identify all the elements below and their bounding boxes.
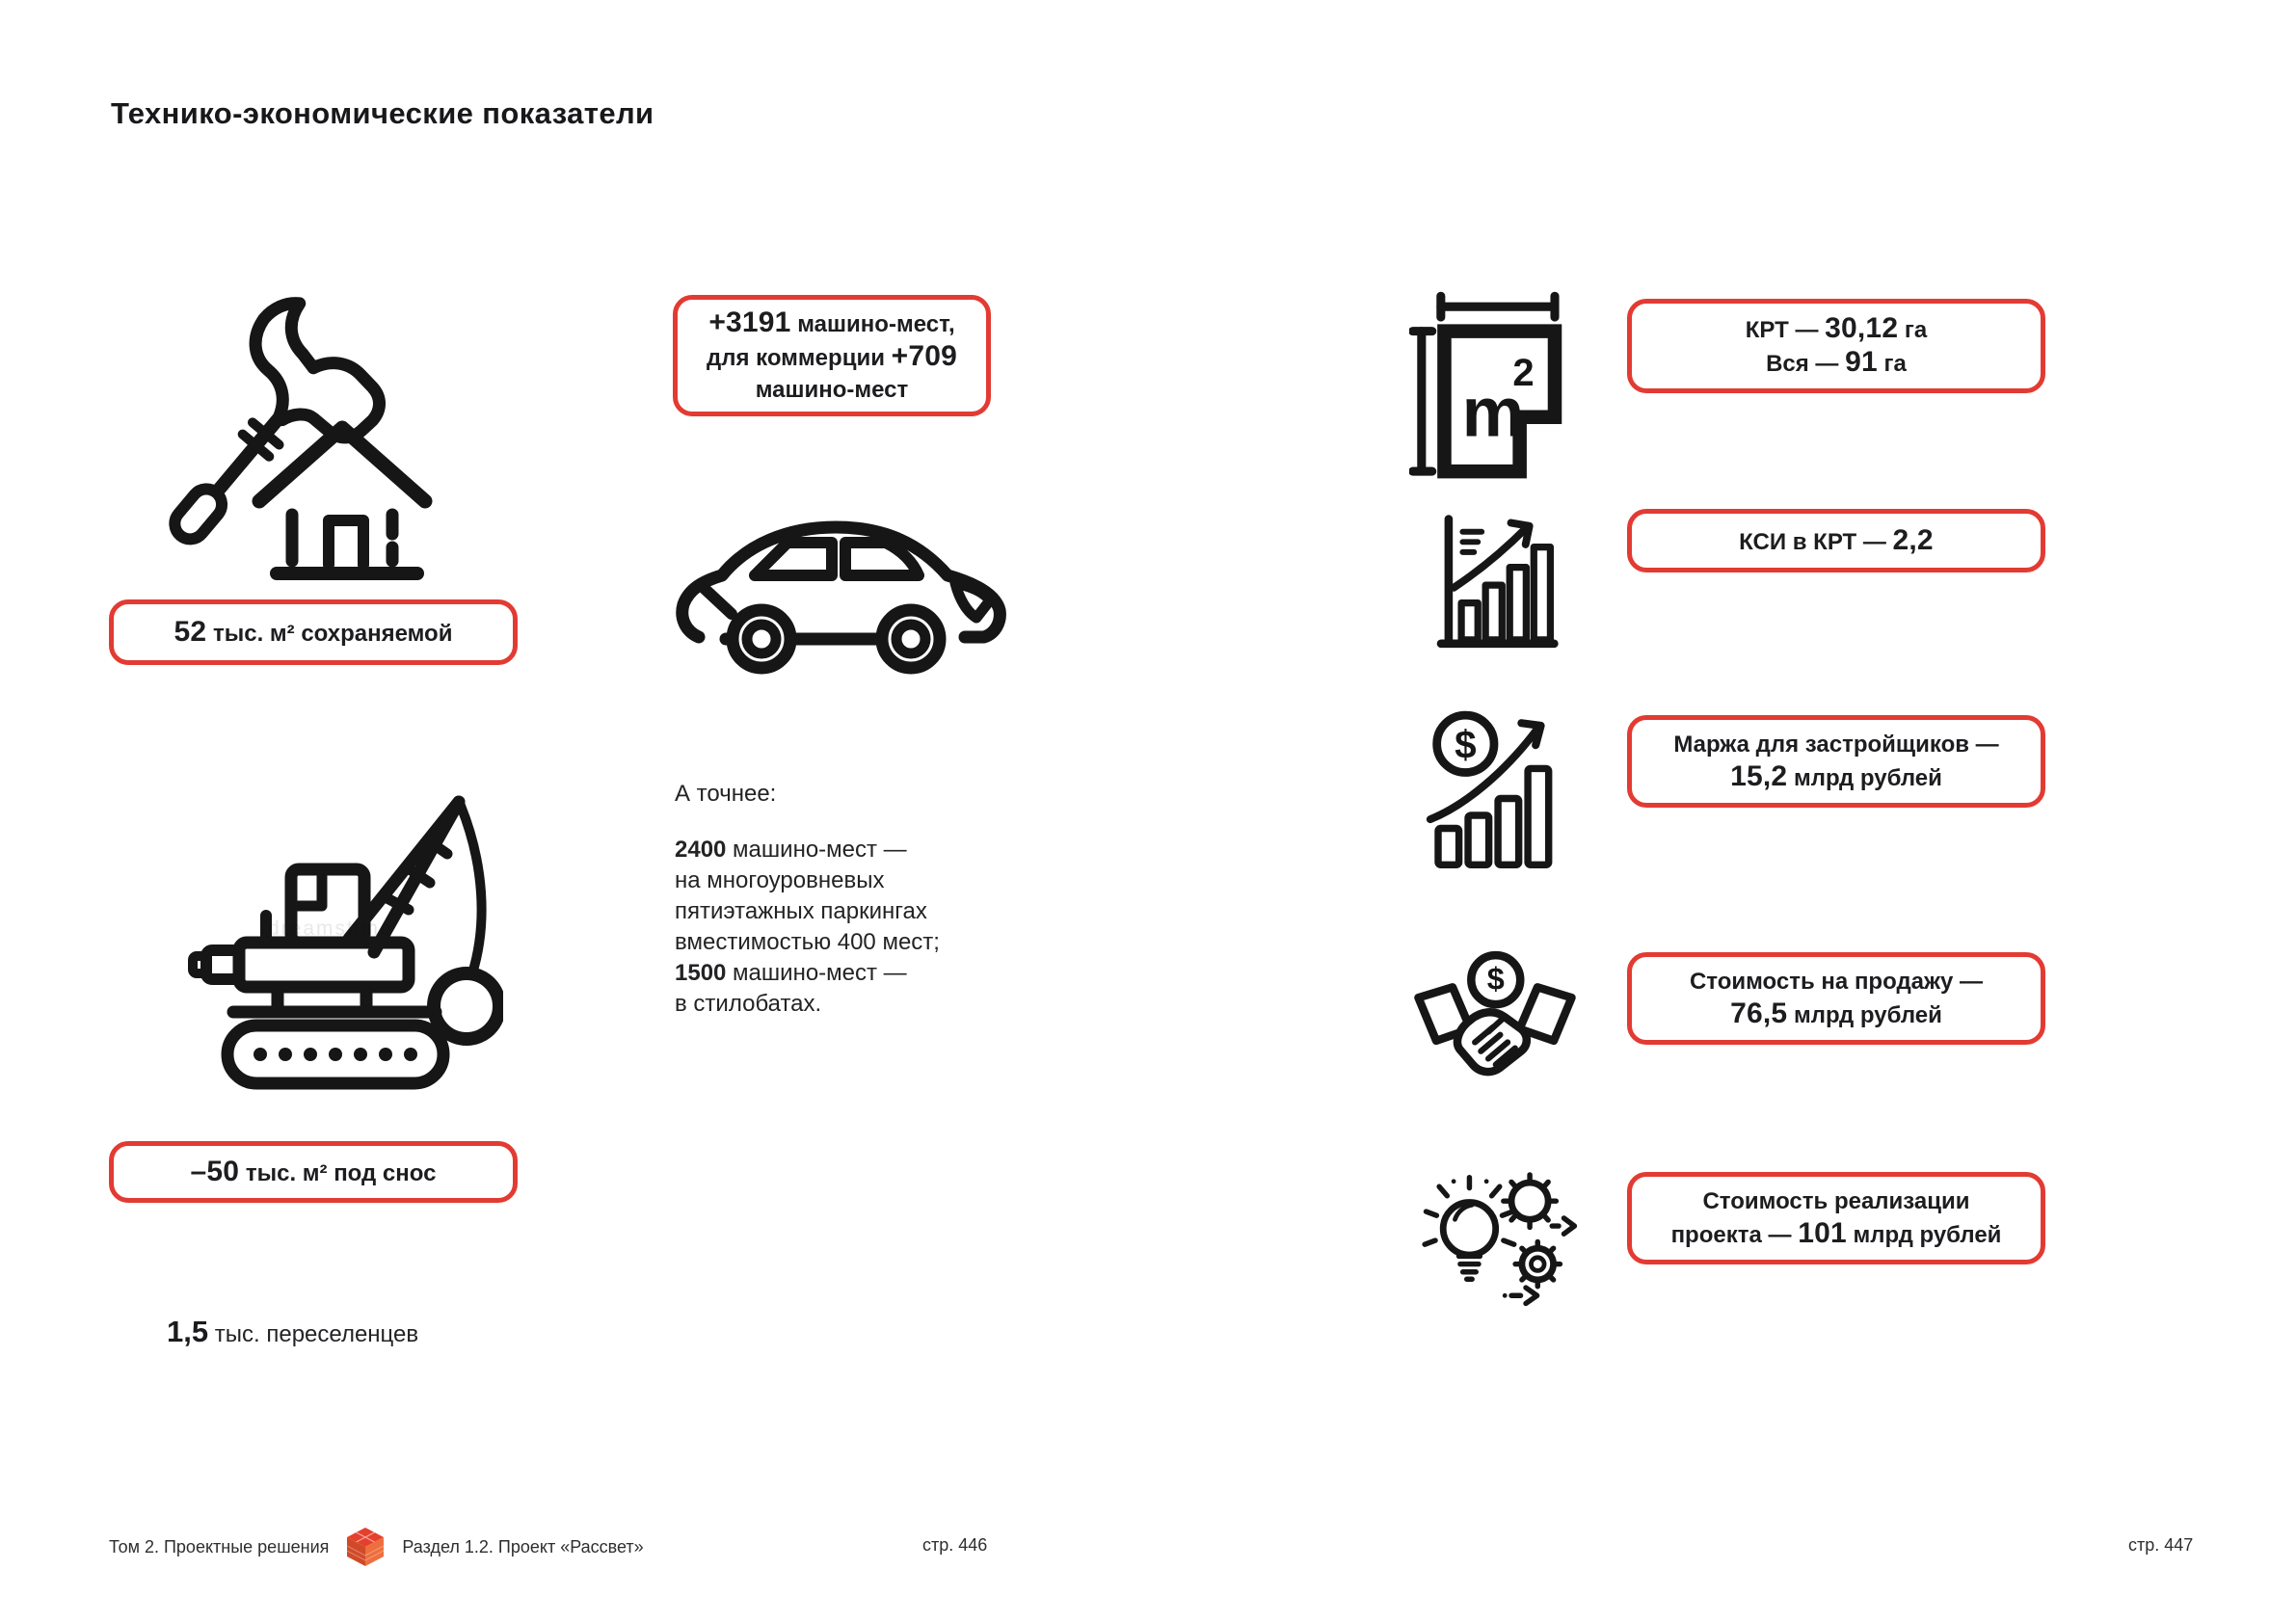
margin-label: Маржа для застройщиков — xyxy=(1673,732,1999,758)
relocated-people-stat xyxy=(167,1315,418,1349)
details-line2: на многоуровневых xyxy=(675,867,885,893)
stock-watermark: dreamstime xyxy=(268,918,393,940)
total-area-unit: га xyxy=(1877,351,1907,377)
details-line6: в стилобатах. xyxy=(675,991,822,1017)
details-value-2400: 2400 xyxy=(675,837,727,863)
kept-area-box xyxy=(109,599,518,665)
handshake-dollar-icon xyxy=(1409,943,1581,1103)
footer xyxy=(109,1525,644,1569)
m2-sup-glyph: 2 xyxy=(1512,352,1535,394)
project-cost-label-1: Стоимость реализации xyxy=(1702,1188,1970,1214)
project-cost-box xyxy=(1627,1172,2045,1264)
footer-section: Раздел 1.2. Проект «Рассвет» xyxy=(402,1536,644,1556)
page-title: Технико-экономические показатели xyxy=(111,96,654,130)
ksi-label: КСИ в КРТ — xyxy=(1739,528,1893,555)
parking-commerce-value: +709 xyxy=(891,339,957,372)
krt-label: КРТ — xyxy=(1745,317,1826,343)
footer-page-left: стр. 446 xyxy=(922,1535,988,1555)
details-line5: машино-мест — xyxy=(726,960,907,986)
parking-units-label: машино-мест xyxy=(755,376,909,403)
krt-unit: га xyxy=(1898,317,1928,343)
footer-volume: Том 2. Проектные решения xyxy=(109,1536,330,1556)
kept-area-label: тыс. м² сохраняемой xyxy=(206,620,453,647)
parking-commerce-label: для коммерции xyxy=(706,344,892,371)
footer-page-right: стр. 447 xyxy=(2128,1535,2194,1555)
bar-chart-growth-icon xyxy=(1417,509,1581,658)
sale-value: 76,5 xyxy=(1730,998,1788,1029)
relocated-people-label: тыс. переселенцев xyxy=(208,1321,419,1347)
parking-total-value: +3191 xyxy=(708,306,791,338)
demolition-area-label: тыс. м² под снос xyxy=(239,1159,437,1186)
dollar-glyph: $ xyxy=(1455,722,1477,767)
details-intro: А точнее: xyxy=(675,781,777,807)
brand-cube-logo xyxy=(344,1525,387,1569)
margin-unit: млрд рублей xyxy=(1787,765,1942,791)
details-line4: вместимостью 400 мест; xyxy=(675,929,940,955)
project-cost-value: 101 xyxy=(1798,1217,1847,1249)
krt-value: 30,12 xyxy=(1825,312,1899,344)
parking-spaces-box xyxy=(673,295,991,416)
hammer-and-house-icon xyxy=(159,281,439,588)
developer-margin-box xyxy=(1627,715,2045,808)
details-line3: пятиэтажных паркингах xyxy=(675,898,927,924)
project-cost-unit: млрд рублей xyxy=(1846,1222,2002,1248)
demolition-area-box xyxy=(109,1141,518,1203)
parking-details-paragraph xyxy=(675,835,1022,1020)
m2-glyph: m xyxy=(1461,373,1525,452)
wrecking-ball-crane-icon xyxy=(175,777,503,1091)
dollar-glyph: $ xyxy=(1486,961,1505,997)
project-cost-label-2: проекта — xyxy=(1670,1222,1799,1248)
ksi-box xyxy=(1627,509,2045,572)
ksi-value: 2,2 xyxy=(1892,523,1934,556)
krt-area-box xyxy=(1627,299,2045,393)
sale-value-box xyxy=(1627,952,2045,1045)
relocated-people-value: 1,5 xyxy=(167,1315,209,1348)
margin-value: 15,2 xyxy=(1730,760,1788,792)
square-meters-area-icon xyxy=(1409,289,1585,482)
total-area-value: 91 xyxy=(1845,346,1878,378)
kept-area-value: 52 xyxy=(174,615,207,648)
details-line1: машино-мест — xyxy=(726,837,907,863)
car-side-icon xyxy=(670,487,1007,684)
dollar-growth-chart-icon xyxy=(1409,704,1575,869)
lightbulb-gears-process-icon xyxy=(1402,1160,1588,1315)
parking-total-label: машино-мест, xyxy=(790,310,955,337)
sale-label: Стоимость на продажу — xyxy=(1689,969,1984,995)
details-value-1500: 1500 xyxy=(675,960,727,986)
demolition-area-value: –50 xyxy=(190,1155,240,1187)
sale-unit: млрд рублей xyxy=(1787,1002,1942,1028)
total-area-label: Вся — xyxy=(1766,351,1846,377)
